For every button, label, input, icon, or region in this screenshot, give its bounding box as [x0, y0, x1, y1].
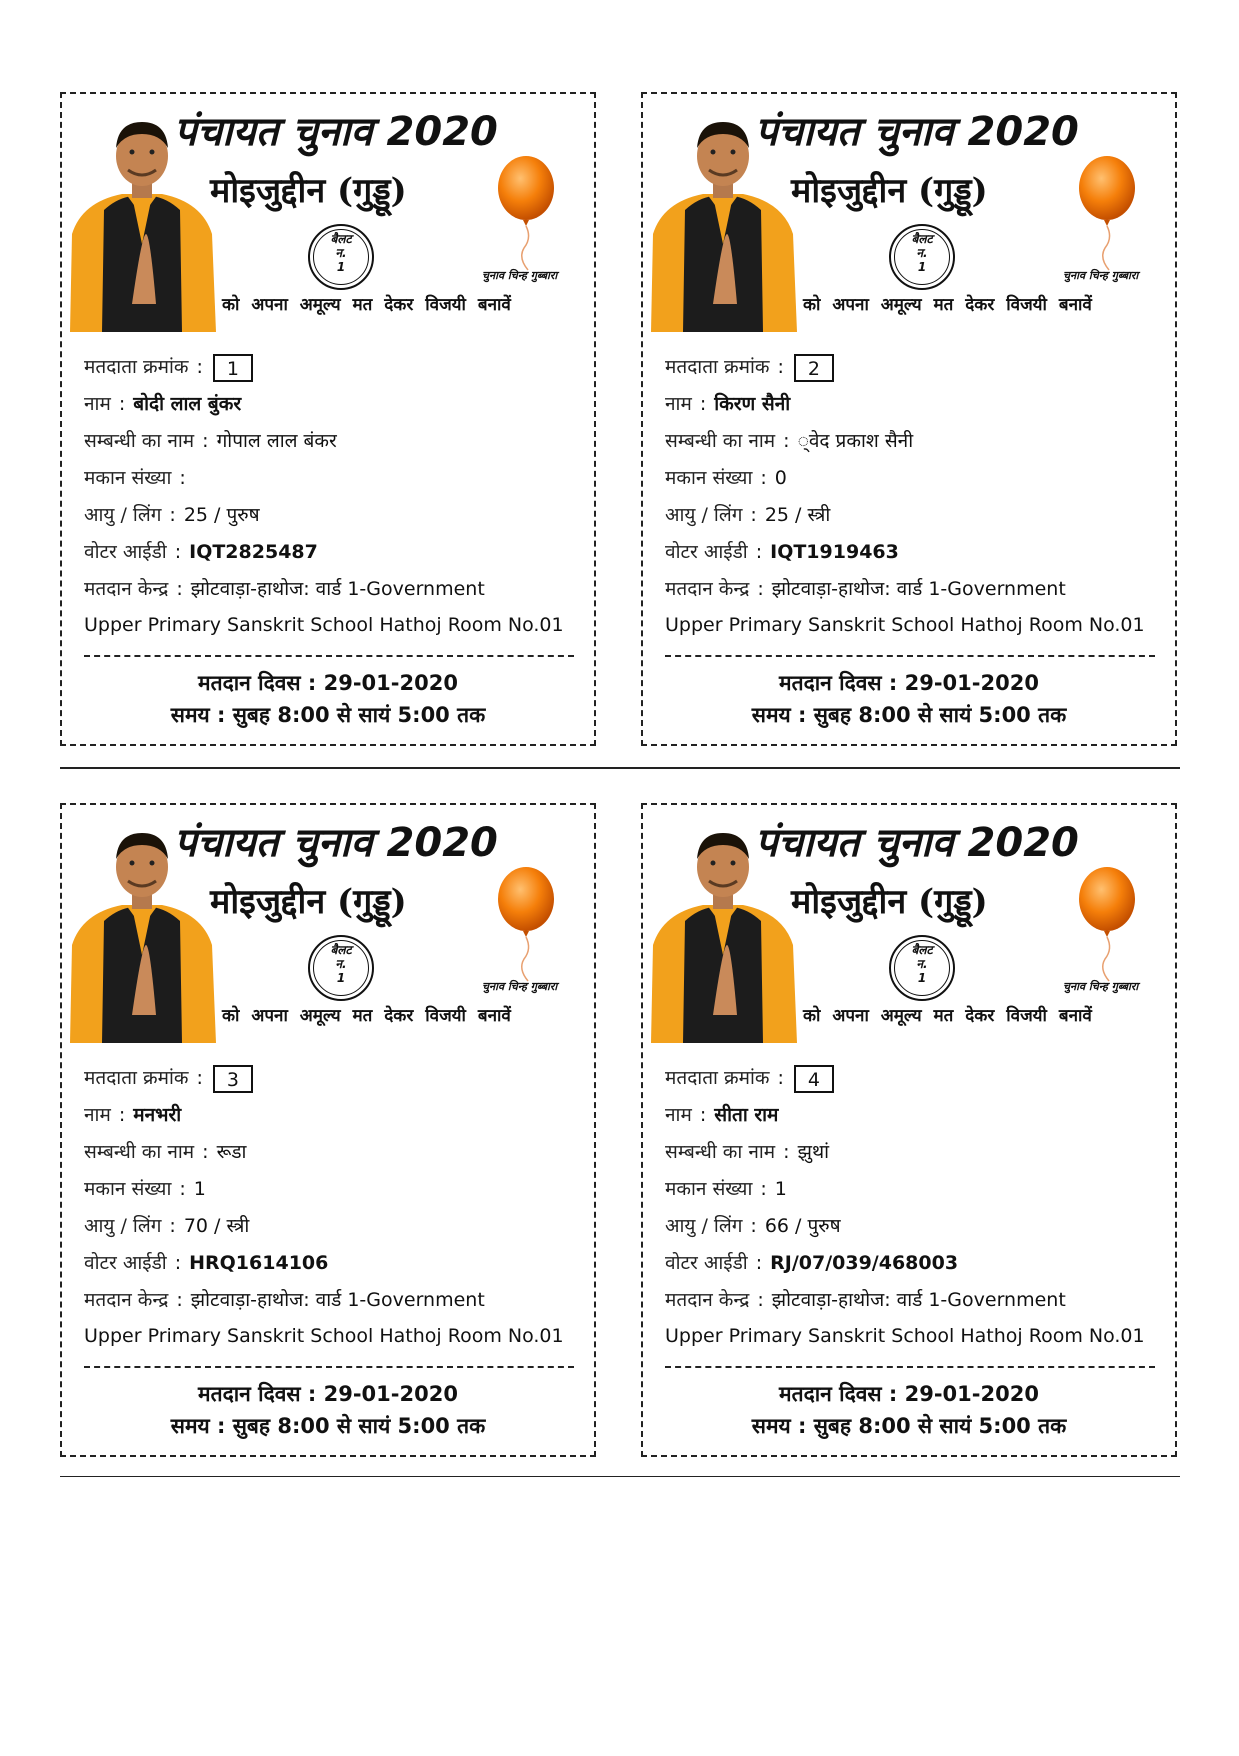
polling-time: समय : सुबह 8:00 से सायं 5:00 तक [751, 1414, 1067, 1438]
ballot-label: बैलट [911, 943, 933, 957]
polling-time: समय : सुबह 8:00 से सायं 5:00 तक [170, 703, 486, 727]
slip-divider [84, 1366, 574, 1368]
serial-value: 3 [213, 1065, 253, 1093]
relative-name: ्वेद प्रकाश सैनी [797, 430, 914, 452]
voter-id-row: वोटर आईडी : RJ/07/039/468003 [665, 1252, 959, 1274]
serial-row: मतदाता क्रमांक : 3 [84, 1063, 574, 1100]
page-divider-2 [60, 1476, 1180, 1477]
center-row: मतदान केन्द्र : झोटवाड़ा-हाथोज: वार्ड 1-Government [84, 578, 485, 600]
relative-row: सम्बन्धी का नाम : झुथां [665, 1141, 830, 1163]
center-line-2: Upper Primary Sanskrit School Hathoj Room No.01 [84, 614, 564, 636]
house-label: मकान संख्या [665, 467, 753, 489]
ballot-abbrev: न. [335, 246, 347, 260]
center-line-1: झोटवाड़ा-हाथोज: वार्ड 1-Government [771, 1289, 1066, 1311]
serial-value: 2 [794, 354, 834, 382]
age-gender-label: आयु / लिंग [665, 504, 743, 526]
age-gender-row: आयु / लिंग : 66 / पुरुष [665, 1215, 841, 1237]
polling-date: मतदान दिवस : 29-01-2020 [198, 1382, 458, 1406]
balloon-symbol-icon [492, 154, 560, 274]
election-symbol-label: चुनाव चिन्ह गुब्बारा [1063, 980, 1139, 993]
voter-id-label: वोटर आईडी [665, 1252, 748, 1274]
polling-date: मतदान दिवस : 29-01-2020 [198, 671, 458, 695]
serial-label: मतदाता क्रमांक [84, 356, 189, 378]
relative-row: सम्बन्धी का नाम : रूडा [84, 1141, 247, 1163]
voter-id-label: वोटर आईडी [84, 541, 167, 563]
age-gender-label: आयु / लिंग [84, 504, 162, 526]
voter-id-label: वोटर आईडी [665, 541, 748, 563]
voter-id-row: वोटर आईडी : IQT1919463 [665, 541, 899, 563]
election-symbol-label: चुनाव चिन्ह गुब्बारा [1063, 269, 1139, 282]
banner-tagline: को अपना अमूल्य मत देकर विजयी बनावें [803, 1006, 1092, 1026]
voter-name: किरण सैनी [714, 393, 791, 415]
voter-slip-2 [641, 92, 1177, 746]
voter-id-row: वोटर आईडी : HRQ1614106 [84, 1252, 329, 1274]
center-row: मतदान केन्द्र : झोटवाड़ा-हाथोज: वार्ड 1-Government [665, 1289, 1066, 1311]
center-row: मतदान केन्द्र : झोटवाड़ा-हाथोज: वार्ड 1-Government [665, 578, 1066, 600]
house-label: मकान संख्या [84, 467, 172, 489]
voter-id-value: IQT1919463 [770, 541, 899, 563]
center-line-2: Upper Primary Sanskrit School Hathoj Room No.01 [84, 1325, 564, 1347]
name-row: नाम : सीता राम [665, 1104, 779, 1126]
center-label: मतदान केन्द्र [84, 578, 169, 600]
ballot-label: बैलट [330, 943, 352, 957]
ballot-number: 1 [336, 260, 346, 274]
campaign-banner [62, 805, 594, 1043]
name-row: नाम : बोदी लाल बुंकर [84, 393, 242, 415]
balloon-symbol-icon [1073, 154, 1141, 274]
center-label: मतदान केन्द्र [665, 1289, 750, 1311]
age-gender-row: आयु / लिंग : 70 / स्त्री [84, 1215, 250, 1237]
voter-slip-3 [60, 803, 596, 1457]
serial-label: मतदाता क्रमांक [665, 1067, 770, 1089]
candidate-name: मोइजुद्दीन (गुड्डू) [791, 882, 988, 922]
age-gender-row: आयु / लिंग : 25 / पुरुष [84, 504, 260, 526]
banner-tagline: को अपना अमूल्य मत देकर विजयी बनावें [222, 1006, 511, 1026]
page-divider-1 [60, 767, 1180, 769]
voter-details [665, 1063, 1155, 1354]
ballot-number-badge [308, 935, 374, 1001]
ballot-number-badge [889, 224, 955, 290]
center-label: मतदान केन्द्र [665, 578, 750, 600]
relative-name: झुथां [797, 1141, 830, 1163]
serial-row: मतदाता क्रमांक : 1 [84, 352, 574, 389]
ballot-number-badge [889, 935, 955, 1001]
house-number: 1 [193, 1178, 206, 1200]
house-row: मकान संख्या : [84, 467, 186, 489]
relative-row: सम्बन्धी का नाम : गोपाल लाल बंकर [84, 430, 337, 452]
age-gender-value: 70 / स्त्री [183, 1215, 250, 1237]
election-symbol-label: चुनाव चिन्ह गुब्बारा [482, 269, 558, 282]
slip-divider [665, 655, 1155, 657]
center-label: मतदान केन्द्र [84, 1289, 169, 1311]
campaign-banner [643, 805, 1175, 1043]
name-row: नाम : मनभरी [84, 1104, 182, 1126]
slip-divider [84, 655, 574, 657]
banner-title: पंचायत चुनाव 2020 [755, 820, 1079, 866]
ballot-abbrev: न. [916, 246, 928, 260]
ballot-number: 1 [917, 971, 927, 985]
voter-id-value: RJ/07/039/468003 [770, 1252, 959, 1274]
ballot-number: 1 [917, 260, 927, 274]
relative-row: सम्बन्धी का नाम : ्वेद प्रकाश सैनी [665, 430, 914, 452]
relative-label: सम्बन्धी का नाम [84, 430, 195, 452]
center-line-2: Upper Primary Sanskrit School Hathoj Room No.01 [665, 614, 1145, 636]
name-label: नाम [84, 393, 111, 415]
ballot-number-badge [308, 224, 374, 290]
name-label: नाम [665, 393, 692, 415]
voter-name: बोदी लाल बुंकर [133, 393, 242, 415]
voter-id-value: HRQ1614106 [189, 1252, 329, 1274]
age-gender-label: आयु / लिंग [84, 1215, 162, 1237]
voter-details [665, 352, 1155, 643]
voter-slip-1 [60, 92, 596, 746]
voter-id-row: वोटर आईडी : IQT2825487 [84, 541, 318, 563]
voter-id-label: वोटर आईडी [84, 1252, 167, 1274]
serial-row: मतदाता क्रमांक : 4 [665, 1063, 1155, 1100]
ballot-abbrev: न. [916, 957, 928, 971]
ballot-label: बैलट [330, 232, 352, 246]
relative-label: सम्बन्धी का नाम [665, 430, 776, 452]
campaign-banner [643, 94, 1175, 332]
relative-name: गोपाल लाल बंकर [216, 430, 337, 452]
banner-title: पंचायत चुनाव 2020 [174, 109, 498, 155]
balloon-symbol-icon [492, 865, 560, 985]
voter-details [84, 1063, 574, 1354]
house-label: मकान संख्या [84, 1178, 172, 1200]
banner-tagline: को अपना अमूल्य मत देकर विजयी बनावें [222, 295, 511, 315]
house-row: मकान संख्या : 1 [84, 1178, 206, 1200]
voter-details [84, 352, 574, 643]
name-label: नाम [84, 1104, 111, 1126]
voter-slip-4 [641, 803, 1177, 1457]
age-gender-label: आयु / लिंग [665, 1215, 743, 1237]
age-gender-value: 25 / पुरुष [183, 504, 260, 526]
house-label: मकान संख्या [665, 1178, 753, 1200]
center-line-1: झोटवाड़ा-हाथोज: वार्ड 1-Government [771, 578, 1066, 600]
age-gender-row: आयु / लिंग : 25 / स्त्री [665, 504, 831, 526]
polling-date: मतदान दिवस : 29-01-2020 [779, 671, 1039, 695]
center-line-1: झोटवाड़ा-हाथोज: वार्ड 1-Government [190, 1289, 485, 1311]
name-row: नाम : किरण सैनी [665, 393, 791, 415]
candidate-name: मोइजुद्दीन (गुड्डू) [210, 882, 407, 922]
candidate-name: मोइजुद्दीन (गुड्डू) [210, 171, 407, 211]
relative-label: सम्बन्धी का नाम [665, 1141, 776, 1163]
house-row: मकान संख्या : 0 [665, 467, 787, 489]
polling-time: समय : सुबह 8:00 से सायं 5:00 तक [751, 703, 1067, 727]
relative-name: रूडा [216, 1141, 247, 1163]
ballot-label: बैलट [911, 232, 933, 246]
polling-time: समय : सुबह 8:00 से सायं 5:00 तक [170, 1414, 486, 1438]
banner-title: पंचायत चुनाव 2020 [174, 820, 498, 866]
serial-value: 1 [213, 354, 253, 382]
ballot-number: 1 [336, 971, 346, 985]
voter-name: मनभरी [133, 1104, 182, 1126]
balloon-symbol-icon [1073, 865, 1141, 985]
banner-tagline: को अपना अमूल्य मत देकर विजयी बनावें [803, 295, 1092, 315]
house-row: मकान संख्या : 1 [665, 1178, 787, 1200]
election-symbol-label: चुनाव चिन्ह गुब्बारा [482, 980, 558, 993]
serial-row: मतदाता क्रमांक : 2 [665, 352, 1155, 389]
serial-label: मतदाता क्रमांक [665, 356, 770, 378]
house-number: 1 [774, 1178, 787, 1200]
center-line-2: Upper Primary Sanskrit School Hathoj Room No.01 [665, 1325, 1145, 1347]
banner-title: पंचायत चुनाव 2020 [755, 109, 1079, 155]
candidate-name: मोइजुद्दीन (गुड्डू) [791, 171, 988, 211]
slip-divider [665, 1366, 1155, 1368]
age-gender-value: 25 / स्त्री [764, 504, 831, 526]
center-line-1: झोटवाड़ा-हाथोज: वार्ड 1-Government [190, 578, 485, 600]
ballot-abbrev: न. [335, 957, 347, 971]
house-number: 0 [774, 467, 787, 489]
voter-name: सीता राम [714, 1104, 779, 1126]
campaign-banner [62, 94, 594, 332]
name-label: नाम [665, 1104, 692, 1126]
serial-label: मतदाता क्रमांक [84, 1067, 189, 1089]
voter-id-value: IQT2825487 [189, 541, 318, 563]
center-row: मतदान केन्द्र : झोटवाड़ा-हाथोज: वार्ड 1-Government [84, 1289, 485, 1311]
polling-date: मतदान दिवस : 29-01-2020 [779, 1382, 1039, 1406]
relative-label: सम्बन्धी का नाम [84, 1141, 195, 1163]
age-gender-value: 66 / पुरुष [764, 1215, 841, 1237]
serial-value: 4 [794, 1065, 834, 1093]
